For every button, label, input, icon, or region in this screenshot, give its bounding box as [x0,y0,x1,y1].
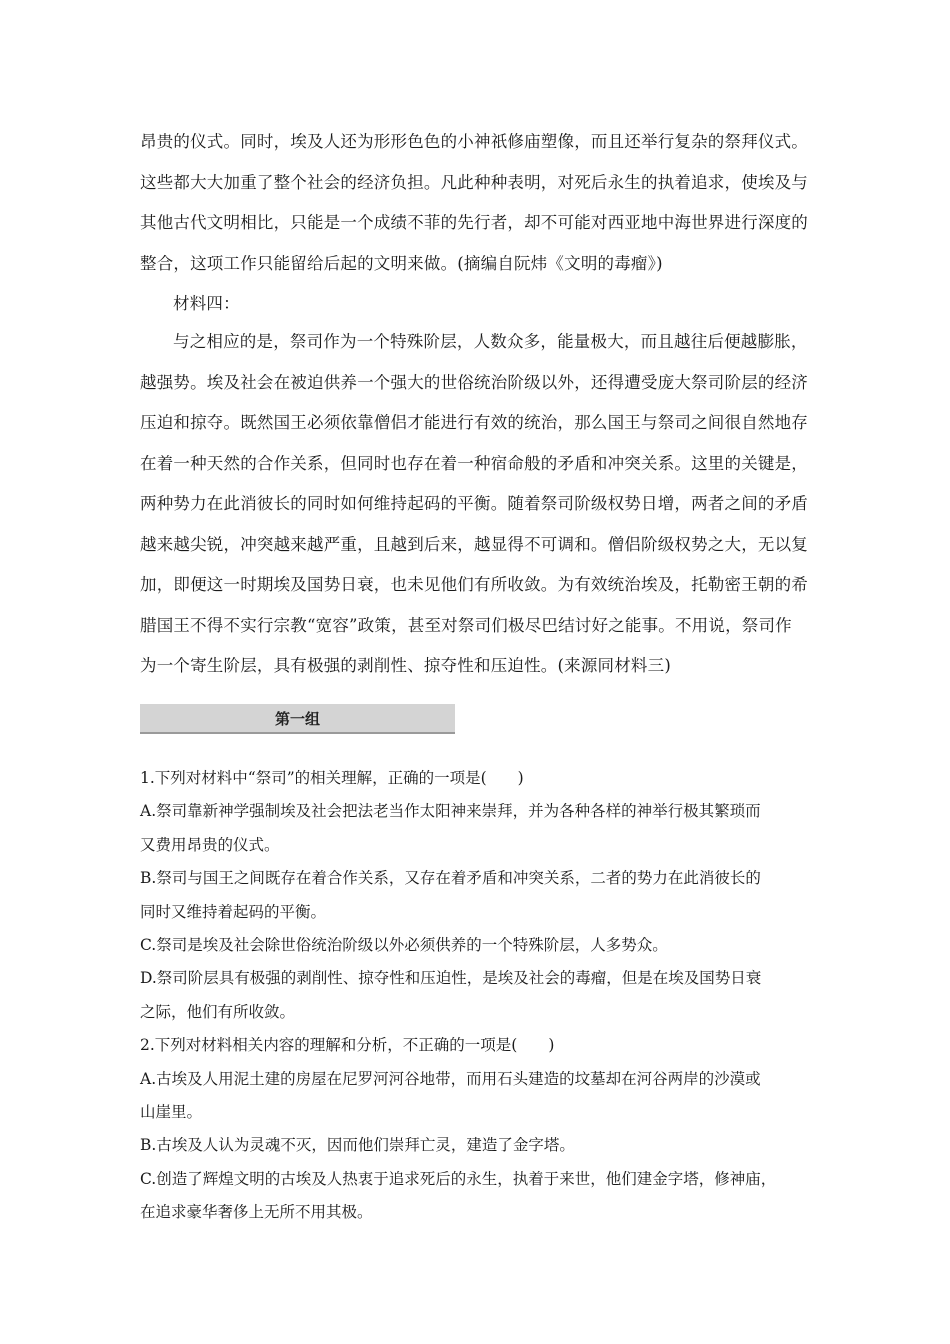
material-label: 材料四： [173,294,240,313]
text-line: 腊国王不得不实行宗教“宽容”政策，甚至对祭司们极尽巴结讨好之能事。不用说，祭司作 [140,615,792,635]
answer-option: A.祭司靠新神学强制埃及社会把法老当作太阳神来崇拜，并为各种各样的神举行极其繁琐而 [140,802,761,821]
answer-option: 在追求豪华奢侈上无所不用其极。 [140,1203,373,1222]
text-line: 与之相应的是，祭司作为一个特殊阶层，人数众多，能量极大，而且越往后便越膨胀， [173,332,808,351]
question-stem: 2.下列对材料相关内容的理解和分析，不正确的一项是( ) [140,1036,555,1055]
group-heading-bar [140,704,455,734]
text-line: 越强势。埃及社会在被迫供养一个强大的世俗统治阶级以外，还得遭受庞大祭司阶层的经济 [140,372,808,392]
answer-option: 之际，他们有所收敛。 [140,1002,296,1021]
text-line: 越来越尖锐，冲突越来越严重，且越到后来，越显得不可调和。僧侣阶级权势之大，无以复 [140,534,808,554]
text-line: 其他古代文明相比，只能是一个成绩不菲的先行者，却不可能对西亚地中海世界进行深度的 [140,213,808,232]
answer-option: C.创造了辉煌文明的古埃及人热衷于追求死后的永生，执着于来世，他们建金字塔，修神庙， [140,1169,777,1188]
answer-option: 又费用昂贵的仪式。 [140,835,280,854]
text-line: 这些都大大加重了整个社会的经济负担。凡此种种表明，对死后永生的执着追求，使埃及与 [140,172,808,192]
text-line: 压迫和掠夺。既然国王必须依靠僧侣才能进行有效的统治，那么国王与祭司之间很自然地存 [140,413,808,432]
text-line: 昂贵的仪式。同时，埃及人还为形形色色的小神祇修庙塑像，而且还举行复杂的祭拜仪式。 [140,132,808,151]
passage-continuation [140,122,812,284]
question-list [140,762,820,1229]
text-line: 整合，这项工作只能留给后起的文明来做。(摘编自阮炜《文明的毒瘤》) [140,253,663,273]
answer-option: B.古埃及人认为灵魂不灭，因而他们崇拜亡灵，建造了金字塔。 [140,1136,575,1155]
answer-option: B.祭司与国王之间既存在着合作关系，又存在着矛盾和冲突关系，二者的势力在此消彼长的 [140,869,761,888]
answer-option: A.古埃及人用泥土建的房屋在尼罗河河谷地带，而用石头建造的坟墓却在河谷两岸的沙漠或 [140,1069,761,1088]
group-heading: 第一组 [274,709,320,728]
question-stem: 1.下列对材料中“祭司”的相关理解，正确的一项是( ) [140,769,524,787]
answer-option: C.祭司是埃及社会除世俗统治阶级以外必须供养的一个特殊阶层，人多势众。 [140,935,668,954]
material-four-passage [140,322,812,687]
text-line: 在着一种天然的合作关系，但同时也存在着一种宿命般的矛盾和冲突关系。这里的关键是， [140,453,808,473]
text-line: 加，即便这一时期埃及国势日衰，也未见他们有所收敛。为有效统治埃及，托勒密王朝的希 [140,575,808,594]
answer-option: 同时又维持着起码的平衡。 [140,902,327,921]
answer-option: 山崖里。 [140,1102,203,1121]
text-line: 为一个寄生阶层，具有极强的剥削性、掠夺性和压迫性。(来源同材料三) [140,656,671,675]
material-four-label-block [173,284,845,325]
answer-option: D.祭司阶层具有极强的剥削性、掠夺性和压迫性，是埃及社会的毒瘤，但是在埃及国势日衰 [140,969,762,988]
text-line: 两种势力在此消彼长的同时如何维持起码的平衡。随着祭司阶级权势日增，两者之间的矛盾 [140,494,808,513]
